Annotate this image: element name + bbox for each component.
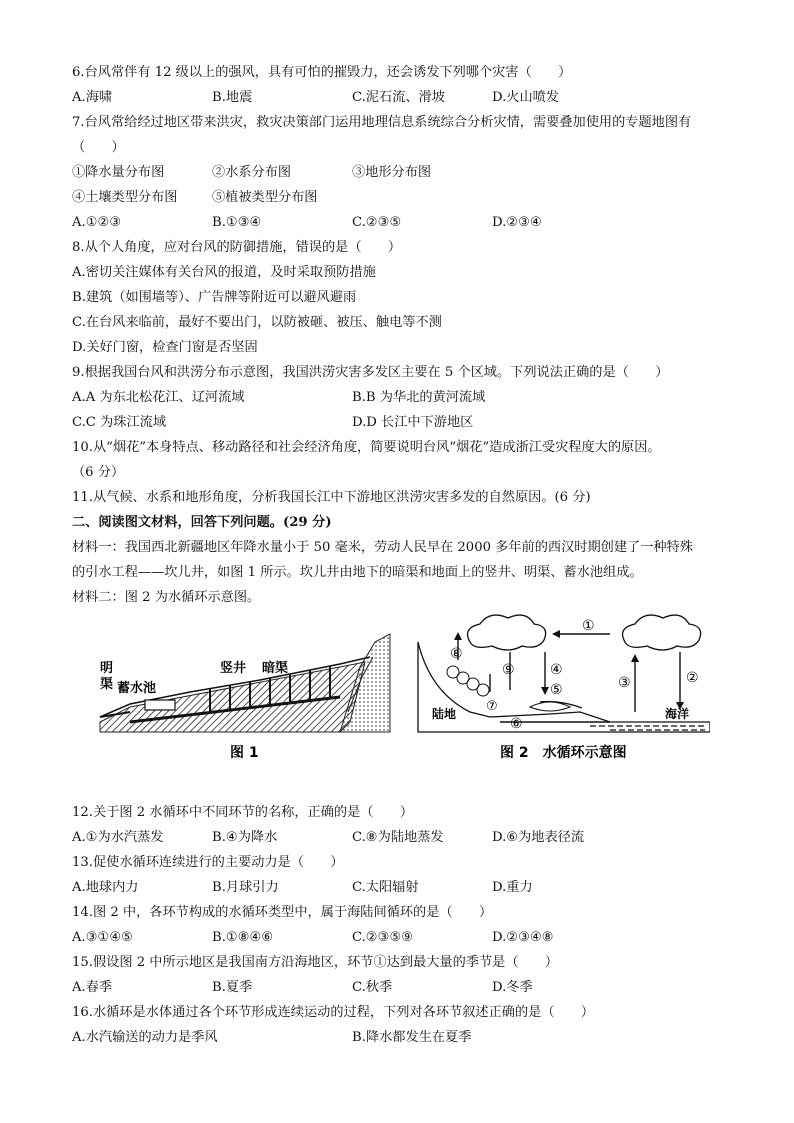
q7-maps-row1 [72, 164, 724, 182]
fig2-cloud-ocean [623, 615, 701, 650]
q12-stem: 12.关于图 2 水循环中不同环节的名称，正确的是（ ） [72, 805, 414, 820]
q6-options [72, 89, 724, 107]
q7-map-3: ③地形分布图 [352, 165, 432, 180]
q8-option-c: C.在台风来临前，最好不要出门，以防被砸、被压、触电等不测 [72, 315, 442, 330]
q10-line2: （6 分） [72, 465, 125, 480]
figures-svg [90, 612, 710, 772]
fig2-label-ocean: 海洋 [665, 707, 690, 721]
q16-options [72, 1029, 724, 1047]
q7-option-b: B.①③④ [212, 215, 262, 230]
q9-option-c: C.C 为珠江流域 [72, 415, 167, 430]
q14-option-a: A.③①④⑤ [72, 930, 134, 945]
q7-map-2: ②水系分布图 [212, 165, 292, 180]
q8-stem: 8.从个人角度，应对台风的防御措施，错误的是（ ） [72, 240, 402, 255]
q9-options-row2 [72, 414, 724, 432]
q13-option-c: C.太阳辐射 [352, 880, 419, 895]
q15-option-d: D.冬季 [492, 980, 533, 995]
fig2-num-9: ⑨ [502, 662, 515, 678]
fig2-cloud-land [468, 615, 546, 650]
q16-option-b: B.降水都发生在夏季 [352, 1030, 472, 1045]
fig2-label-land: 陆地 [432, 707, 457, 721]
q12-option-b: B.④为降水 [212, 830, 278, 845]
q13-option-a: A.地球内力 [72, 880, 139, 895]
fig2-num-6: ⑥ [510, 716, 523, 732]
fig2-num-5: ⑤ [550, 682, 563, 698]
fig2-num-2: ② [686, 670, 699, 686]
fig1-label-ming: 明 [100, 661, 114, 676]
q16-stem: 16.水循环是水体通过各个环节形成连续运动的过程，下列对各环节叙述正确的是（ ） [72, 1005, 595, 1020]
section-2-title: 二、阅读图文材料，回答下列问题。(29 分) [72, 515, 332, 530]
q7-map-5: ⑤植被类型分布图 [212, 190, 318, 205]
fig2-num-4: ④ [550, 662, 563, 678]
q12-option-a: A.①为水汽蒸发 [72, 830, 164, 845]
fig2-num-8: ⑧ [450, 646, 463, 662]
q12-option-c: C.⑧为陆地蒸发 [352, 830, 444, 845]
q12-options [72, 829, 724, 847]
q14-stem: 14.图 2 中，各环节构成的水循环类型中，属于海陆间循环的是（ ） [72, 905, 493, 920]
q6-option-b: B.地震 [212, 90, 253, 105]
q14-option-c: C.②③⑤⑨ [352, 930, 414, 945]
fig1-label-shaft: 竖井 [220, 661, 247, 676]
fig2-num-3: ③ [618, 675, 631, 691]
fig2-num-1: ① [582, 618, 595, 634]
fig1-label-reservoir: 蓄水池 [117, 681, 157, 696]
q11-line1: 11.从气候、水系和地形角度，分析我国长江中下游地区洪涝灾害多发的自然原因。(6 分) [72, 490, 591, 505]
material-1-line1: 材料一：我国西北新疆地区年降水量小于 50 毫米，劳动人民早在 2000 多年前的西汉时期创建了一种特殊 [72, 540, 693, 555]
q15-stem: 15.假设图 2 中所示地区是我国南方沿海地区，环节①达到最大量的季节是（ ） [72, 955, 559, 970]
q13-options [72, 879, 724, 897]
q7-map-4: ④土壤类型分布图 [72, 190, 178, 205]
fig1-label-dark-canal: 暗渠 [262, 661, 289, 676]
q9-option-d: D.D 长江中下游地区 [352, 415, 474, 430]
material-2-line1: 材料二：图 2 为水循环示意图。 [72, 590, 261, 605]
q13-stem: 13.促使水循环连续进行的主要动力是（ ） [72, 855, 344, 870]
q6-option-d: D.火山喷发 [492, 90, 560, 105]
fig2-caption: 图 2 水循环示意图 [500, 745, 627, 761]
q15-option-a: A.春季 [72, 980, 113, 995]
q6-option-c: C.泥石流、滑坡 [352, 90, 445, 105]
q9-option-b: B.B 为华北的黄河流域 [352, 390, 486, 405]
fig1-reservoir-shape [145, 700, 175, 710]
fig2-arrowhead-4 [541, 687, 549, 695]
q15-option-b: B.夏季 [212, 980, 253, 995]
q7-option-c: C.②③⑤ [352, 215, 402, 230]
q8-option-b: B.建筑（如围墙等）、广告牌等附近可以避风避雨 [72, 290, 357, 305]
q14-options [72, 929, 724, 947]
q6-stem: 6.台风常伴有 12 级以上的强风，具有可怕的摧毁力，还会诱发下列哪个灾害（ ） [72, 65, 572, 80]
q7-option-d: D.②③④ [492, 215, 542, 230]
figure-1-karez [100, 634, 390, 761]
material-1-line2: 的引水工程——坎儿井，如图 1 所示。坎儿井由地下的暗渠和地面上的竖井、明渠、蓄水池组成。 [72, 565, 643, 580]
figures [90, 612, 710, 772]
q10-line1: 10.从“烟花”本身特点、移动路径和社会经济角度，简要说明台风“烟花”造成浙江受灾程度大的原因。 [72, 440, 661, 455]
q7-stem-line2: （ ） [72, 140, 125, 155]
q14-option-b: B.①⑧④⑥ [212, 930, 274, 945]
q8-option-a: A.密切关注媒体有关台风的报道，及时采取预防措施 [72, 265, 376, 280]
q9-option-a: A.A 为东北松花江、辽河流域 [72, 390, 245, 405]
fig2-trees [447, 666, 489, 696]
q13-option-d: D.重力 [492, 880, 533, 895]
q14-option-d: D.②③④⑧ [492, 930, 554, 945]
q7-option-a: A.①②③ [72, 215, 122, 230]
fig2-num-7: ⑦ [486, 699, 498, 714]
q13-option-b: B.月球引力 [212, 880, 279, 895]
q7-stem-line1: 7.台风常给经过地区带来洪灾，救灾决策部门运用地理信息系统综合分析灾情，需要叠加使用的专题地图有 [72, 115, 692, 130]
q7-maps-row2 [72, 189, 724, 207]
fig2-arrowhead-8 [454, 632, 462, 640]
q12-option-d: D.⑥为地表径流 [492, 830, 585, 845]
q9-options-row1 [72, 389, 724, 407]
fig1-label-qu: 渠 [100, 677, 114, 692]
q15-option-c: C.秋季 [352, 980, 393, 995]
fig2-arrowhead-3 [631, 654, 639, 662]
q7-options [72, 214, 724, 232]
q16-option-a: A.水汽输送的动力是季风 [72, 1030, 218, 1045]
q8-option-d: D.关好门窗，检查门窗是否坚固 [72, 340, 258, 355]
q15-options [72, 979, 724, 997]
fig1-caption: 图 1 [230, 745, 259, 761]
figure-2-water-cycle [418, 615, 710, 761]
q6-option-a: A.海啸 [72, 90, 113, 105]
q9-stem: 9.根据我国台风和洪涝分布示意图，我国洪涝灾害多发区主要在 5 个区域。下列说法正确的是（ ） [72, 365, 669, 380]
fig2-arrowhead-1 [552, 630, 560, 638]
q7-map-1: ①降水量分布图 [72, 165, 165, 180]
